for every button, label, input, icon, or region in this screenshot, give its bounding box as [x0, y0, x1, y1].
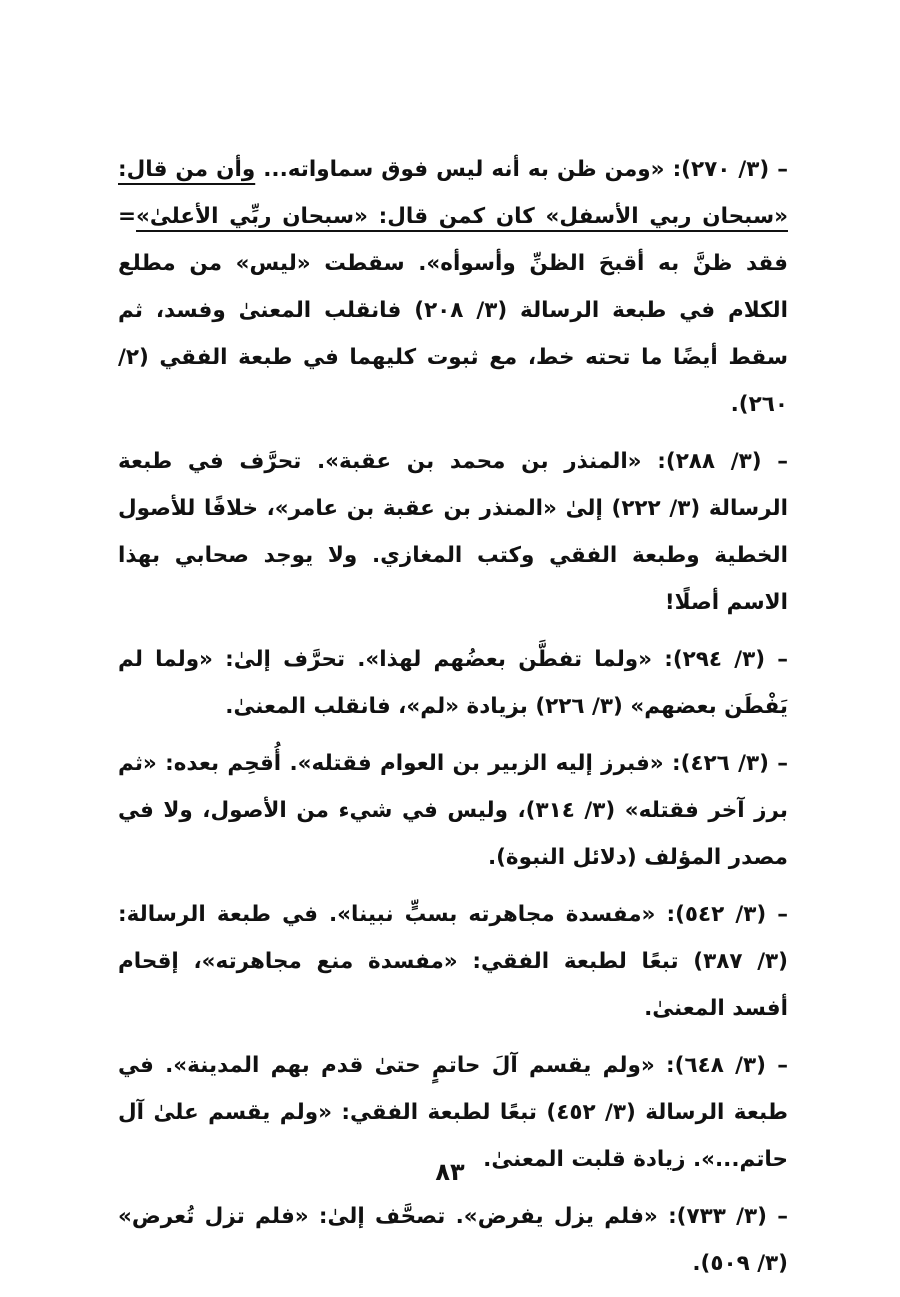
page-number: ٨٣: [435, 1158, 465, 1186]
entry-1-underlined-text: وأن من قال: «سبحان ربي الأسفل» كان كمن قال: «سبحان ربِّي الأعلىٰ»: [118, 157, 788, 229]
note-entry-4: – (٣/ ٤٢٦): «فبرز إليه الزبير بن العوام فقتله». أُقحِم بعده: «ثم برز آخر فقتله» (٣/ ٣١٤)، وليس في شيء من الأصول، ولا في مصدر المؤلف (دلائل النبوة).: [118, 751, 789, 870]
note-entry-5: – (٣/ ٥٤٢): «مفسدة مجاهرته بسبٍّ نبينا». في طبعة الرسالة: (٣/ ٣٨٧) تبعًا لطبعة الفقي: «مفسدة منع مجاهرته»، إقحام أفسد المعنىٰ.: [118, 902, 788, 1021]
note-entry-1: [118, 146, 788, 428]
note-entry-3: – (٣/ ٢٩٤): «ولما تفطَّن بعضُهم لهذا». تحرَّف إلىٰ: «ولما لم يَفْطَن بعضهم» (٣/ ٢٢٦) بزيادة «لم»، فانقلب المعنىٰ.: [118, 647, 789, 719]
body-text: [118, 146, 788, 1297]
entry-1-commentary: = فقد ظنَّ به أقبحَ الظنِّ وأسوأه». سقطت «ليس» من مطلع الكلام في طبعة الرسالة (٣/ ٢٠٨) فانقلب المعنىٰ وفسد، ثم سقط أيضًا ما تحته خط، مع ثبوت كليهما في طبعة الفقي (٢/ ٢٦٠).: [118, 204, 788, 417]
note-entry-6: – (٣/ ٦٤٨): «ولم يقسم آلَ حاتمٍ حتىٰ قدم بهم المدينة». في طبعة الرسالة (٣/ ٤٥٢) تبعًا لطبعة الفقي: «ولم يقسم علىٰ آل حاتم...». زيادة قلبت المعنىٰ.: [118, 1053, 789, 1172]
note-entry-7: – (٣/ ٧٣٣): «فلم يزل يفرض». تصحَّف إلىٰ: «فلم تزل تُعرض» (٣/ ٥٠٩).: [118, 1204, 788, 1276]
entry-1-intro: – (٣/ ٢٧٠): «ومن ظن به أنه ليس فوق سماواته...: [255, 157, 788, 182]
note-entry-2: – (٣/ ٢٨٨): «المنذر بن محمد بن عقبة». تحرَّف في طبعة الرسالة (٣/ ٢٢٢) إلىٰ «المنذر بن عقبة بن عامر»، خلافًا للأصول الخطية وطبعة الفقي وكتب المغازي. ولا يوجد صحابي بهذا الاسم أصلًا!: [118, 449, 788, 615]
